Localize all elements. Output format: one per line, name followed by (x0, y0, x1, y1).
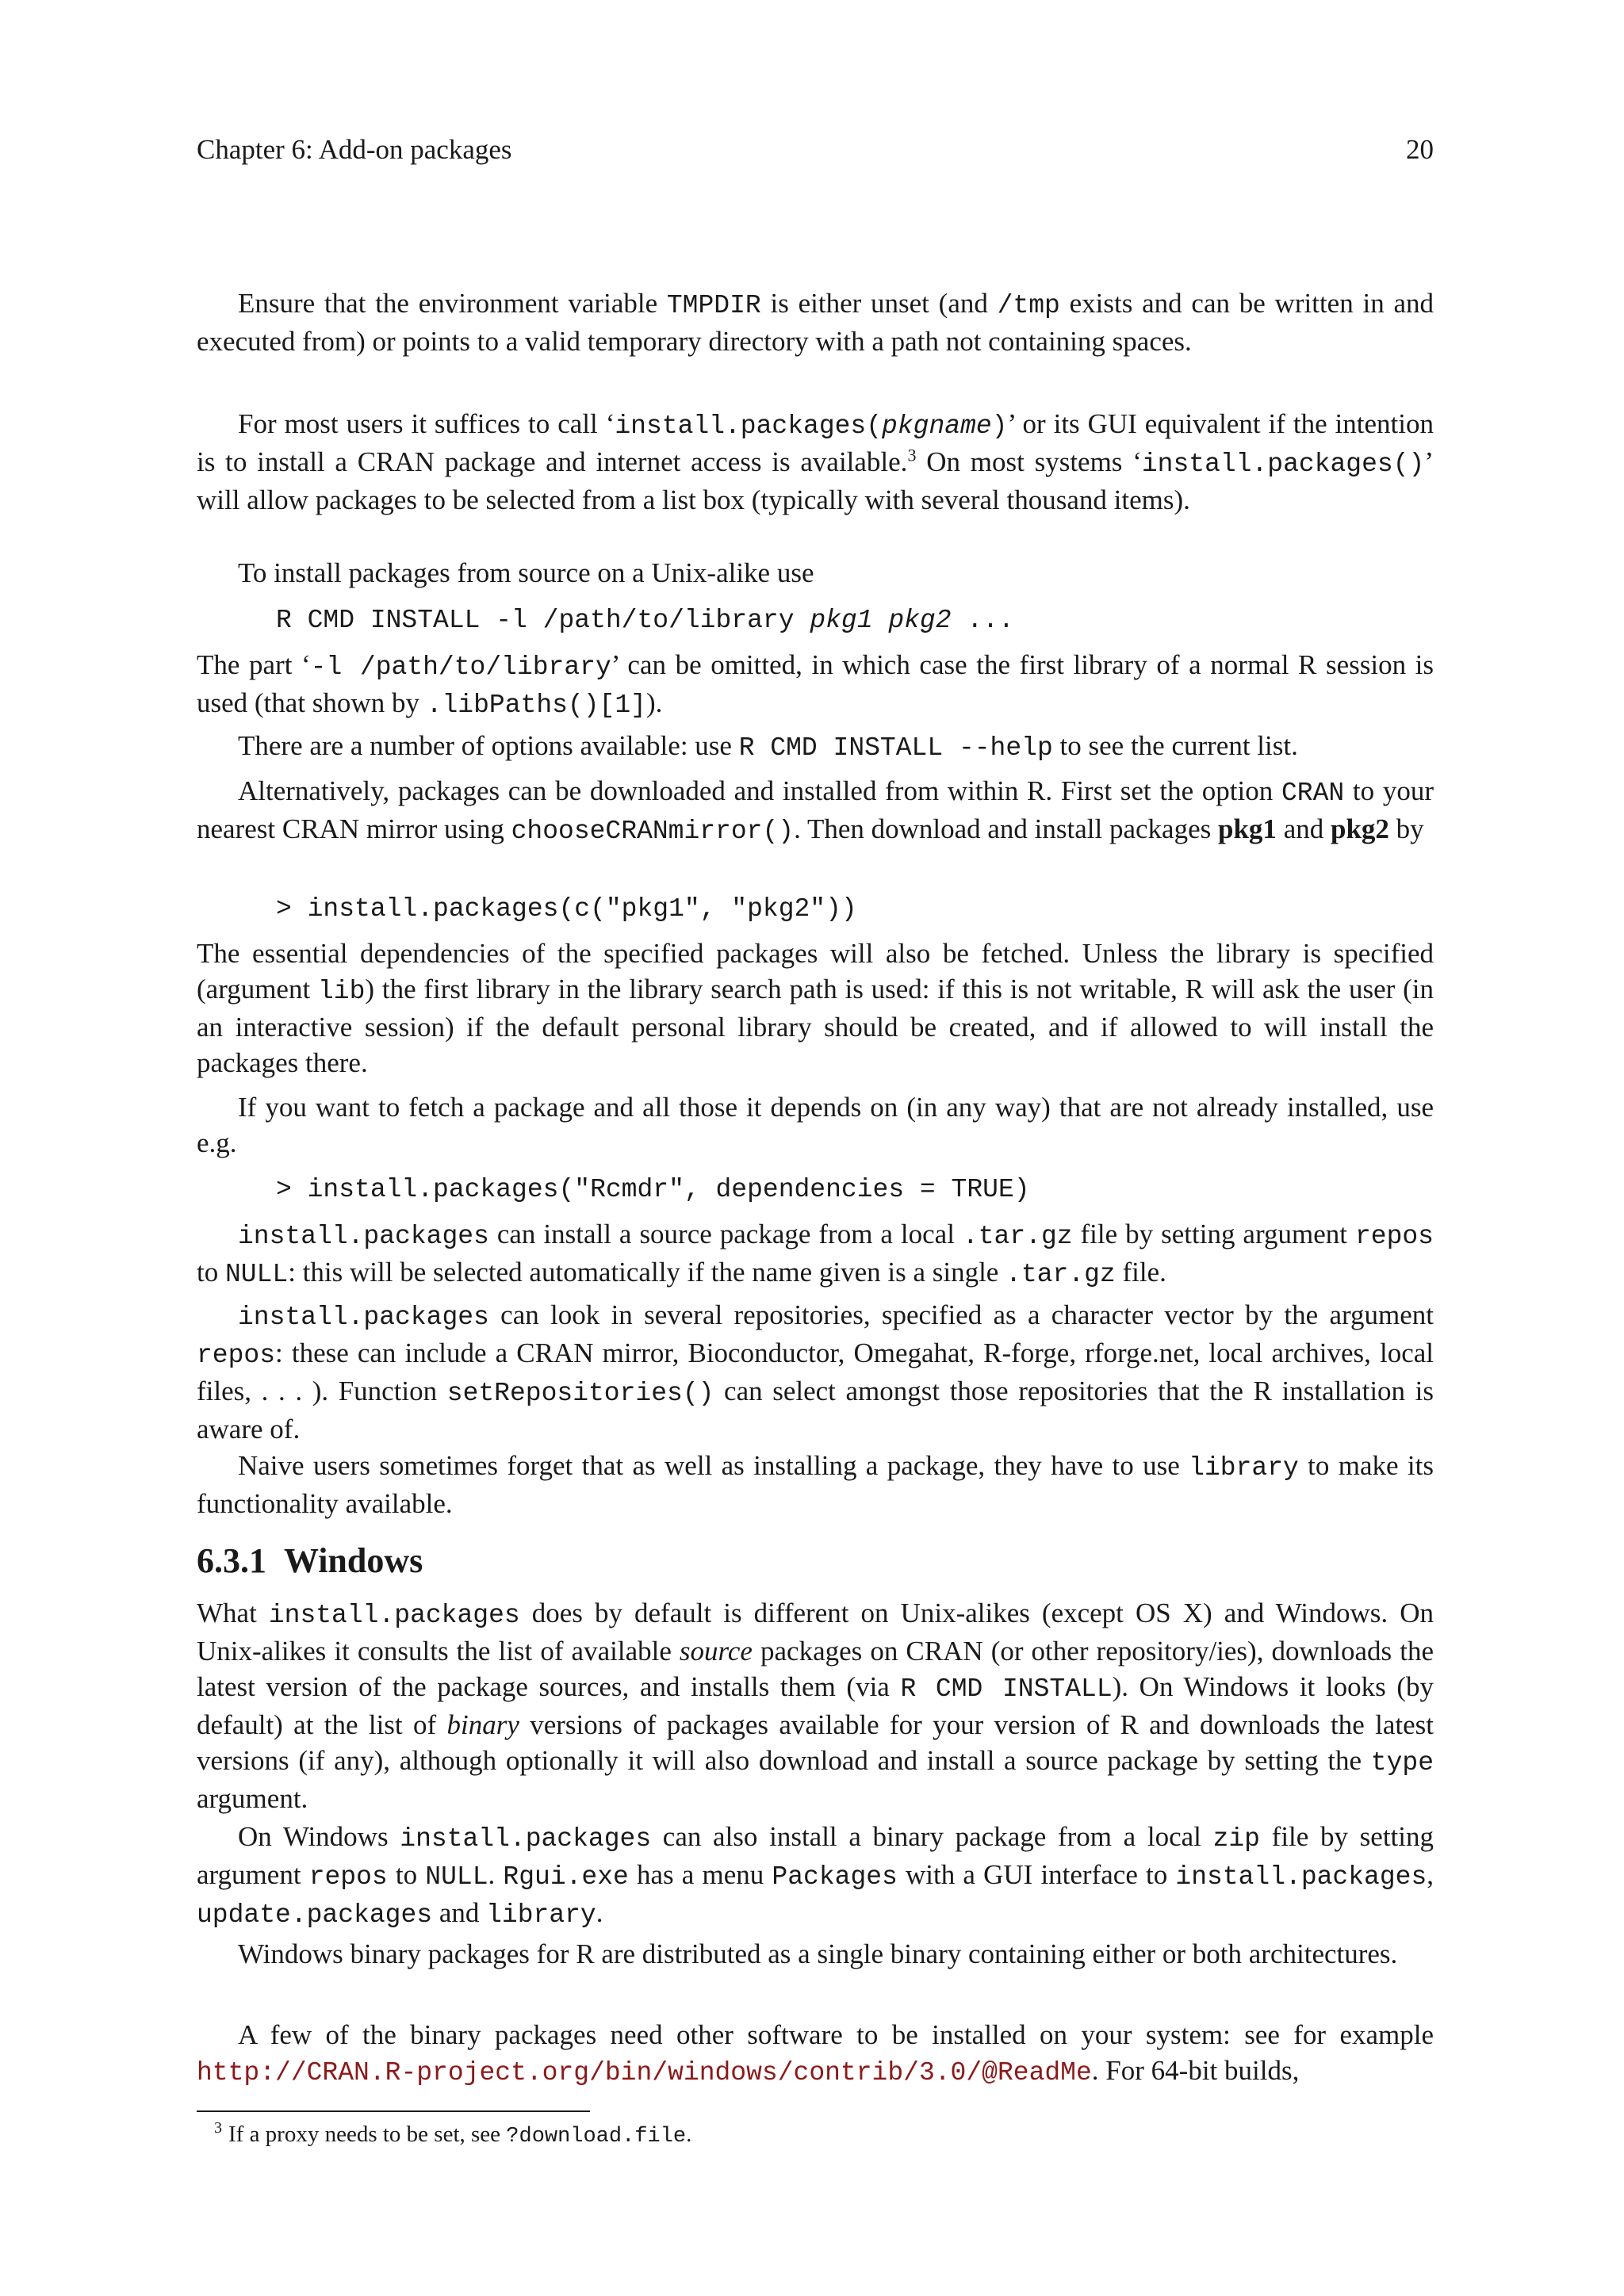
page-number: 20 (1406, 134, 1434, 165)
running-header (197, 132, 1434, 168)
paragraph-options: There are a number of options available: use R CMD INSTALL --help to see the current list. (238, 730, 1298, 763)
paragraph-architectures: Windows binary packages for R are distributed as a single binary containing either or both architectures. (238, 1938, 1398, 1969)
chapter-title: Chapter 6: Add-on packages (197, 134, 512, 165)
paragraph-tmpdir: Ensure that the environment variable TMPDIR is either unset (and /tmp exists and can be written in and executed from) or points to a valid temporary directory with a path not containing spaces. (197, 288, 1434, 357)
paragraph-naive-users: Naive users sometimes forget that as well as installing a package, they have to use library to make its functionality available. (197, 1450, 1434, 1519)
code-tmpdir: TMPDIR (666, 291, 761, 320)
code-tmp: /tmp (997, 291, 1060, 320)
paragraph-local-source: install.packages can install a source package from a local .tar.gz file by setting argument repos to NULL: this will be selected automatically if the name given is a single .tar.gz file. (197, 1219, 1434, 1289)
section-title: Windows (284, 1541, 423, 1580)
code-block-install-pkgs: > install.packages(c("pkg1", "pkg2")) (276, 894, 857, 924)
section-number: 6.3.1 (197, 1541, 266, 1580)
paragraph-install-packages: For most users it suffices to call ‘install.packages(pkgname)’ or its GUI equivalent if the intention is to install a CRAN package and internet access is available.$^3$ On most systems ‘install.packages()’ will allow packages to be selected from a list box (typically with several thousand items). (197, 408, 1434, 515)
paragraph-windows-zip: On Windows install.packages can also install a binary package from a local zip file by setting argument repos to NULL. Rgui.exe has a menu Packages with a GUI interface to install.packages, update.packages and library. (197, 1821, 1434, 1930)
paragraph-other-software: A few of the binary packages need other software to be installed on your system: see for example http://CRAN.R-project.org/bin/windows/contrib/3.0/@ReadMe. For 64-bit builds, (197, 2019, 1434, 2087)
paragraph-dependencies: The essential dependencies of the specified packages will also be fetched. Unless the library is specified (argument lib) the first library in the library search path is used: if this is not writable, R will ask the user (in an interactive session) if the default personal library should be created, and if allowed to will install the packages there. (197, 938, 1434, 1078)
readme-link[interactable]: http://CRAN.R-project.org/bin/windows/contrib/3.0/@ReadMe (197, 2058, 1092, 2087)
footnote-rule (197, 2110, 590, 2112)
code-block-r-cmd-install: R CMD INSTALL -l /path/to/library pkg1 pkg2 ... (276, 606, 1014, 635)
footnote: $^3$ If a proxy needs to be set, see ?download.file. (214, 2119, 692, 2149)
paragraph-fetch-all: If you want to fetch a package and all those it depends on (in any way) that are not already installed, use e.g. (197, 1092, 1434, 1158)
paragraph-repositories: install.packages can look in several repositories, specified as a character vector by the argument repos: these can include a CRAN mirror, Bioconductor, Omegahat, R-forge, rforge.net, local archives, local files, . . . ). Function setRepositories() can select amongst those repositories that the R installation is aware of. (197, 1299, 1434, 1445)
paragraph-cran-mirror: Alternatively, packages can be downloaded and installed from within R. First set the option CRAN to your nearest CRAN mirror using chooseCRANmirror(). Then download and install packages pkg1 and pkg2 by (197, 775, 1434, 846)
footnote-ref: 3 (907, 445, 917, 465)
paragraph-windows-default: What install.packages does by default is different on Unix-alikes (except OS X) and Windows. On Unix-alikes it consults the list of available source packages on CRAN (or other repository/ies), downloads the latest version of the package sources, and installs them (via R CMD INSTALL). On Windows it looks (by default) at the list of binary versions of packages available for your version of R and downloads the latest versions (if any), although optionally it will also download and install a source package by setting the type argument. (197, 1598, 1434, 1814)
paragraph-source-unix: To install packages from source on a Unix-alike use (238, 557, 814, 588)
section-heading-windows (197, 1541, 423, 1581)
paragraph-library-path: The part ‘-l /path/to/library’ can be omitted, in which case the first library of a normal R session is used (that shown by .libPaths()[1]). (197, 649, 1434, 720)
code-block-rcmdr: > install.packages("Rcmdr", dependencies = TRUE) (276, 1175, 1030, 1204)
footnote-mark: 3 (214, 2119, 222, 2137)
